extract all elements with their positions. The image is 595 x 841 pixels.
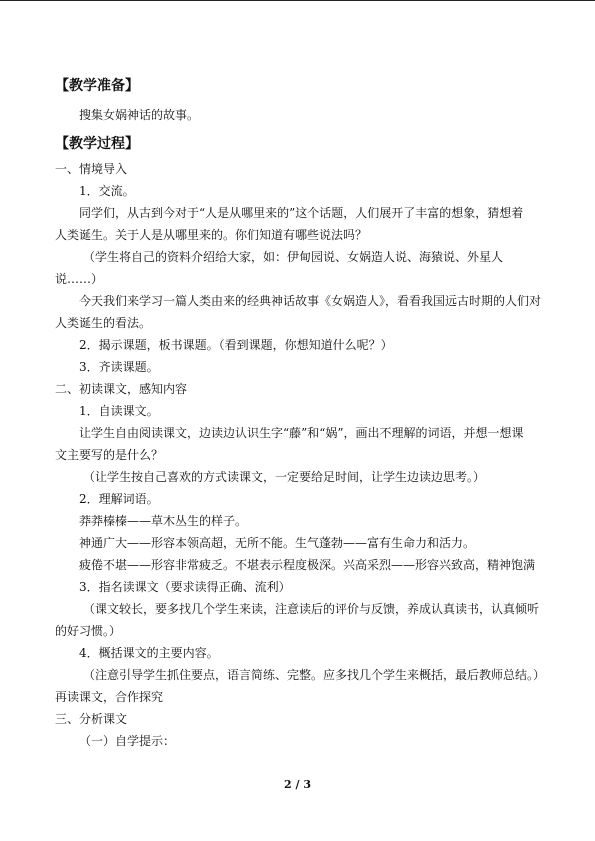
paragraph-line: （学生将自己的资料介绍给大家，如：伊甸园说、女娲造人说、海猿说、外星人 [83,250,504,264]
paragraph-line: （让学生按自己喜欢的方式读课文，一定要给足时间，让学生边读边思考。） [83,470,486,484]
paragraph-line: 让学生自由阅读课文，边读边认识生字“藤”和“娲”，画出不理解的词语，并想一想课 [79,426,524,440]
document-body [55,76,545,752]
paragraph-line: 2．揭示课题，板书课题。（看到课题，你想知道什么呢？） [79,338,393,352]
paragraph-line: 同学们，从古到今对于“人是从哪里来的”这个话题，人们展开了丰富的想象，猜想着 [79,206,524,220]
paragraph-line: （课文较长，要多找几个学生来读，注意读后的评价与反馈，养成认真读书，认真倾听 [83,602,540,616]
paragraph-line: 神通广大——形容本领高超，无所不能。生气蓬勃——富有生命力和活力。 [79,536,476,550]
paragraph-line: 1．自读课文。 [79,404,159,418]
paragraph-line: 1．交流。 [79,184,135,198]
paragraph-line: 的好习惯。） [55,624,122,638]
paragraph-line: 莽莽榛榛——草木丛生的样子。 [79,514,248,528]
paragraph-line: 人类诞生。关于人是从哪里来的。你们知道有哪些说法吗？ [55,228,368,242]
paragraph-line: 疲倦不堪——形容非常疲乏。不堪表示程度极深。兴高采烈——形容兴致高，精神饱满 [79,558,536,572]
paragraph-line: （注意引导学生抓住要点，语言简练、完整。应多找几个学生来概括，最后教师总结。） [83,668,546,682]
prep-heading: 【教学准备】 [55,78,139,94]
paragraph-line: 4．概括课文的主要内容。 [79,646,219,660]
paragraph-line: 一、情境导入 [55,162,128,176]
process-heading: 【教学过程】 [55,136,139,152]
paragraph-line: 今天我们来学习一篇人类由来的经典神话故事《女娲造人》，看看我国远古时期的人们对 [79,294,542,308]
paragraph-line: 3．指名读课文（要求读得正确、流利） [79,580,291,594]
process-lines [55,158,545,752]
paragraph-line: 人类诞生的看法。 [55,316,152,330]
paragraph-line: 文主要写的是什么？ [55,448,164,462]
prep-text: 搜集女娲神话的故事。 [79,108,200,122]
paragraph-line: 3．齐读课题。 [79,360,159,374]
paragraph-line: 再读课文，合作探究 [55,690,164,704]
paragraph-line: 三、分析课文 [55,712,128,726]
page-number: 2 / 3 [284,778,311,791]
page-top-border [0,0,595,1]
paragraph-line: 二、初读课文，感知内容 [55,382,188,396]
paragraph-line: 2．理解词语。 [79,492,159,506]
paragraph-line: 说……） [55,272,104,286]
paragraph-line: （一）自学提示： [79,734,176,748]
